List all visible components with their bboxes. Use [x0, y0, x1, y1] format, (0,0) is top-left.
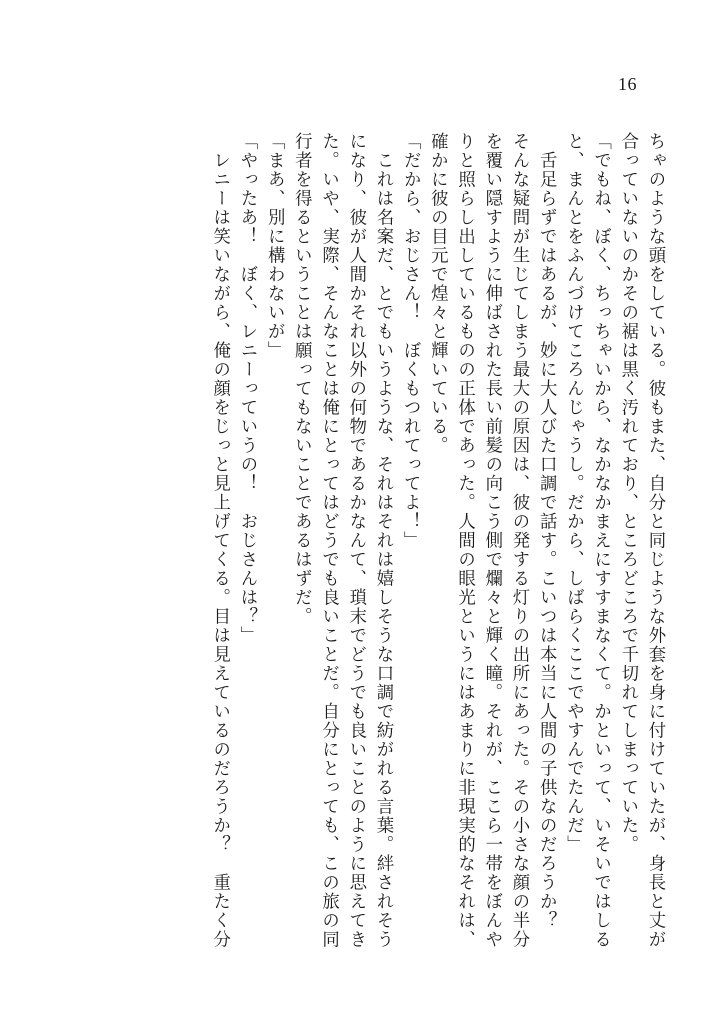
text-line: を覆い隠すように伸ばされた長い前髪の向こう側で爛々と輝く瞳。それが、ここら一帯をぼんや — [481, 132, 502, 949]
text-line: た。いや、実際、そんなことは俺にとってはどうでも良いことだ。自分にとっても、この旅の同 — [318, 132, 339, 949]
text-line: になり、彼が人間かそれ以外の何物であるかなんて、瑣末でどうでも良いことのように思えてき — [345, 132, 366, 949]
text-line: そんな疑問が生じてしまう最大の原因は、彼の発する灯りの出所にあった。その小さな顔の半分 — [508, 132, 529, 949]
text-line: ちゃのような頭をしている。彼もまた、自分と同じような外套を身に付けていたが、身長と丈が — [645, 132, 665, 949]
text-line: 舌足らずではあるが、妙に大人びた口調で話す。こいつは本当に人間の子供なのだろうか？ — [536, 132, 557, 930]
text-line: 「だから、おじさん！ ぼくもつれてってよ！」 — [400, 132, 421, 550]
text-line: りと照らし出しているものの正体であった。人間の眼光というにはあまりに非現実的なそれは、 — [454, 132, 475, 949]
text-line: 「まあ、別に構わないが」 — [264, 132, 285, 360]
body-text — [206, 132, 668, 949]
text-line: レニーは笑いながら、俺の顔をじっと見上げてくる。目は見えているのだろうか？ 重たく分 — [209, 132, 230, 949]
page-number: 16 — [618, 74, 637, 94]
text-line: これは名案だ、とでもいうような、それはそれは嬉しそうな口調で紡がれる言葉。絆されそう — [372, 132, 393, 949]
text-line: 合っていないのかその裾は黒く汚れており、ところどころで千切れてしまっていた。 — [617, 132, 638, 854]
text-line: 行者を得るということは願ってもないことであるはずだ。 — [291, 132, 312, 626]
text-line: 「でもね、ぼく、ちっちゃいから、なかなかまえにすすまなくて。かといって、いそいではしる — [590, 132, 611, 949]
text-line: と、まんとをふんづけてころんじゃうし。だから、しばらくここでやすんでたんだ」 — [563, 132, 584, 854]
text-line: 確かに彼の目元で煌々と輝いている。 — [427, 132, 448, 455]
text-line: 「やったあ！ ぼく、レニーっていうの！ おじさんは？」 — [236, 132, 257, 645]
